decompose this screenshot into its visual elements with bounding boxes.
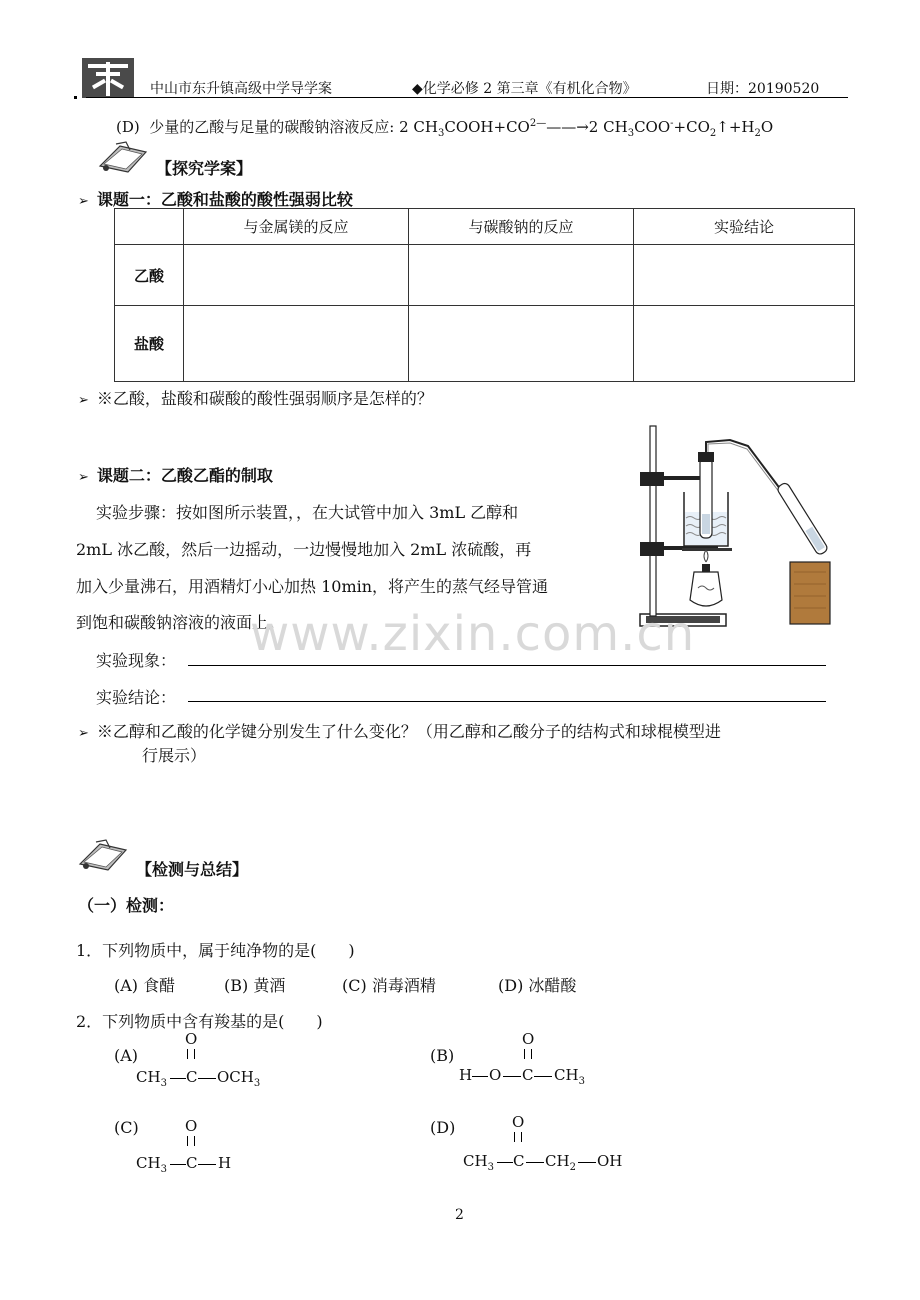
q2-a-formula: $CH_3$	[136, 1068, 167, 1089]
double-bond	[514, 1132, 522, 1142]
q2-b-carbon: C	[522, 1066, 534, 1084]
header-course: ◆化学必修 2 第三章《有机化合物》	[412, 81, 637, 97]
phenomenon-answer-line[interactable]	[188, 665, 826, 666]
header-dot	[74, 96, 77, 99]
question1: ➢ ※乙酸，盐酸和碳酸的酸性强弱顺序是怎样的？	[78, 389, 433, 408]
single-bond	[198, 1078, 216, 1079]
table-cell-empty[interactable]	[184, 306, 409, 382]
table-row-label: 盐酸	[115, 306, 184, 382]
question2-line1: ➢ ※乙醇和乙酸的化学键分别发生了什么变化？（用乙醇和乙酸分子的结构式和球棍模型进	[78, 722, 721, 741]
single-bond	[497, 1162, 513, 1163]
section-explore-title: 【探究学案】	[156, 159, 253, 178]
q2-option-c-label[interactable]: (C)	[114, 1118, 139, 1137]
table-header-cell: 实验结论	[634, 209, 855, 245]
q1-option-c[interactable]: (C) 消毒酒精	[342, 976, 436, 995]
q2-c-carbon: C	[186, 1154, 198, 1172]
q1-option-b[interactable]: (B) 黄酒	[224, 976, 286, 995]
q1-stem: 1．下列物质中，属于纯净物的是( )	[76, 941, 355, 960]
q1-option-d[interactable]: (D) 冰醋酸	[498, 976, 577, 995]
q2-option-d-label[interactable]: (D)	[430, 1118, 456, 1137]
double-bond	[187, 1136, 195, 1146]
single-bond	[578, 1162, 596, 1163]
q2-option-a-label[interactable]: (A)	[114, 1046, 139, 1065]
arrow-bullet-icon: ➢	[78, 393, 89, 408]
q2-b-o: O	[489, 1066, 502, 1084]
table-cell-empty[interactable]	[634, 306, 855, 382]
step-line: 实验步骤：按如图所示装置，，在大试管中加入 3mL 乙醇和	[96, 503, 519, 522]
q2-b-right: $CH_3$	[554, 1066, 585, 1087]
table-cell-empty[interactable]	[184, 245, 409, 306]
step-line: 到饱和碳酸钠溶液的液面上。	[76, 613, 285, 632]
q1-option-a[interactable]: (A) 食醋	[114, 976, 176, 995]
single-bond	[170, 1164, 186, 1165]
book-icon	[96, 140, 152, 178]
arrow-bullet-icon: ➢	[78, 470, 89, 485]
q2-a-carbon: C	[186, 1068, 198, 1086]
q2-d-ch2: $CH_2$	[545, 1152, 576, 1173]
single-bond	[534, 1076, 552, 1077]
esterification-apparatus-illustration	[620, 422, 840, 636]
table-header-cell	[115, 209, 184, 245]
header-school: 中山市东升镇高级中学导学案	[150, 81, 332, 97]
watermark: www.zixin.com.cn	[250, 606, 696, 662]
table-cell-empty[interactable]	[409, 245, 634, 306]
header-rule	[86, 97, 848, 98]
q2-d-ch3: $CH_3$	[463, 1152, 494, 1173]
phenomenon-label: 实验现象：	[96, 651, 177, 670]
q2-d-carbon: C	[513, 1152, 525, 1170]
step-line: 加入少量沸石，用酒精灯小心加热 10min，将产生的蒸气经导管通	[76, 577, 549, 596]
single-bond	[198, 1164, 216, 1165]
single-bond	[526, 1162, 544, 1163]
school-logo	[82, 58, 134, 98]
q2-stem: 2．下列物质中含有羧基的是( )	[76, 1012, 323, 1031]
conclusion-label: 实验结论：	[96, 688, 177, 707]
conclusion-answer-line[interactable]	[188, 701, 826, 702]
table-header-cell: 与碳酸钠的反应	[409, 209, 634, 245]
option-d-equation: (D) 少量的乙酸与足量的碳酸钠溶液反应: 2 $CH_3COOH+CO^{2—}——\to 2$ $CH_3COO^-+CO_2↑+H_2O$	[116, 118, 774, 139]
q2-c-formula: $CH_3$	[136, 1154, 167, 1175]
table-cell-empty[interactable]	[634, 245, 855, 306]
table-cell-empty[interactable]	[409, 306, 634, 382]
arrow-bullet-icon: ➢	[78, 194, 89, 209]
topic1-table	[114, 208, 855, 382]
q2-a-right: $OCH_3$	[217, 1068, 261, 1089]
q2-option-b-label[interactable]: (B)	[430, 1046, 455, 1065]
question2-line2: 行展示）	[142, 746, 207, 765]
book-icon	[76, 838, 132, 876]
table-header-cell: 与金属镁的反应	[184, 209, 409, 245]
q2-d-oh: OH	[597, 1152, 623, 1170]
double-bond	[524, 1049, 532, 1059]
page-number: 2	[455, 1207, 464, 1223]
q2-b-top-o: O	[522, 1030, 535, 1048]
section-check-title: 【检测与总结】	[136, 860, 249, 879]
q2-b-h: H	[459, 1066, 473, 1084]
q2-c-top-o: O	[185, 1117, 198, 1135]
q2-c-right: H	[218, 1154, 232, 1172]
topic1-title: ➢ 课题一：乙酸和盐酸的酸性强弱比较	[78, 190, 353, 209]
step-line: 2mL 冰乙酸，然后一边摇动，一边慢慢地加入 2mL 浓硫酸，再	[76, 540, 532, 559]
single-bond	[472, 1076, 488, 1077]
sub-check-title: （一）检测：	[78, 896, 175, 915]
single-bond	[170, 1078, 186, 1079]
single-bond	[503, 1076, 521, 1077]
q2-d-top-o: O	[512, 1113, 525, 1131]
double-bond	[187, 1049, 195, 1059]
arrow-bullet-icon: ➢	[78, 726, 89, 741]
header-date: 日期：20190520	[706, 81, 820, 97]
table-row-label: 乙酸	[115, 245, 184, 306]
topic2-title: ➢ 课题二：乙酸乙酯的制取	[78, 466, 273, 485]
q2-a-top-o: O	[185, 1030, 198, 1048]
